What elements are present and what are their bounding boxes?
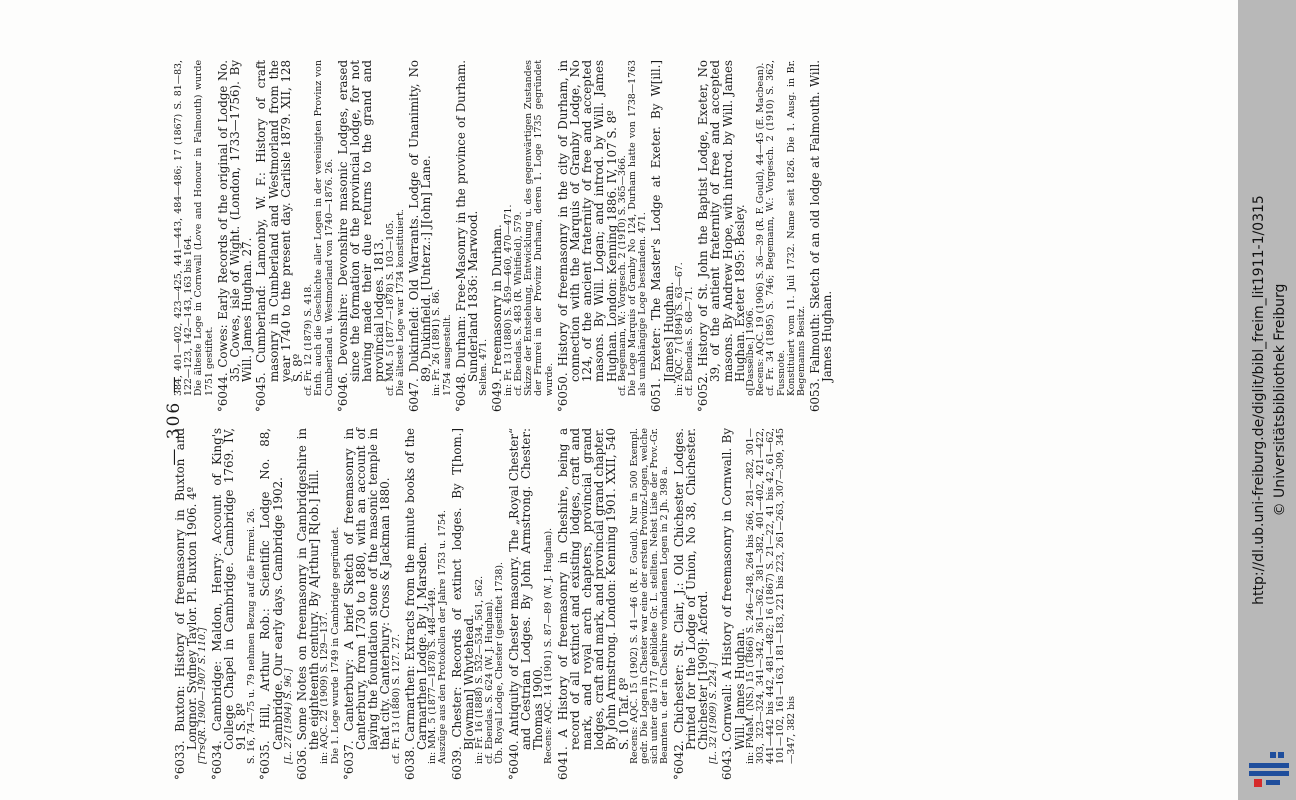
entry-note: in: Fr. 13 (1880) S. 459—460, 470—471. — [502, 204, 514, 396]
entry-title: 6039. Chester: Records of extinct lodges. By T[hom.] B[owman] Whytehead. — [449, 428, 476, 780]
entry-title: 6043. Cornwall: A History of freemasonry in Cornwall. By Will. James Hughan. — [720, 428, 747, 780]
entry-title: °6048. Durham: Free-Masonry in the province of Durham. Sunderland 1836: Marwood. — [453, 60, 481, 412]
bibliography-entry — [508, 428, 555, 780]
entry-note: cf. Ebendas. S. 68—71. — [683, 286, 695, 396]
source-url-link[interactable]: http://dl.ub.uni-freiburg.de/diglit/bibl_freim_lit1911-1/0315 — [1251, 195, 1267, 605]
bibliography-entry — [697, 60, 807, 412]
entry-title: 6053. Falmouth: Sketch of an old lodge at Falmouth. Will. James Hughan. — [808, 60, 835, 412]
bibliography-entry — [337, 60, 406, 412]
entry-title: °6046. Devonshire: Devonshire masonic Lodges, erased since the formation of the provincial lodge, for not having made their due returns to the grand and provincial lodges. 1813. — [335, 60, 387, 412]
bibliography-entry — [404, 428, 449, 780]
entry-note: cf. Fr. 34 (1895) S. 746; Begemann, W.: Vorgesch. 2 (1910) S. 362, Fussnote. — [765, 60, 787, 396]
entry-note: Auszüge aus den Protokollen der Jahre 1753 u. 1754. — [437, 510, 449, 764]
bibliography-entry — [650, 60, 695, 412]
entry-note: in: AQC. 7 (1894) S. 63—67. — [673, 262, 685, 396]
entry-note: [L. 27 (1904) S. 96.] — [282, 668, 294, 764]
entry-note: Die 1. Loge wurde 1749 in Cambridge gegründet. — [329, 526, 341, 764]
bibliography-entry — [451, 428, 506, 780]
bibliography-entry — [491, 60, 554, 412]
entry-note: Recens: AQC. 19 (1906) S. 36—39 (R. F. Gould), 44—45 (E. Macbean). — [755, 62, 767, 396]
bibliography-entry — [174, 428, 209, 780]
entry-note: Konstituiert vom 11. Juli 1732. Name seit 1826. Die 1. Ausg. in Br. Begemanns Besitz. — [785, 60, 807, 396]
entry-title: 6038. Carmarthen: Extracts from the minute books of the Carmarthen Lodge. By J. Marsden. — [402, 428, 430, 780]
entry-note: [L. 32 (1909) S. 224.] — [708, 662, 720, 764]
entry-title: °6035. Hill, Arthur Rob.: Scientific Lodge No. 88, Cambridge. Our early days. Cambridge 1902. — [258, 428, 285, 780]
entry-title: 6036. Some Notes on freemasonry in Cambridgeshire in the eighteenth century. By A[rthur] R[ob.] Hill. — [295, 428, 322, 780]
entry-note: in: Fr. 16 (1888) S. 532—534, 561, 562. — [474, 575, 486, 764]
entry-title: °6040. Antiquity of Chester masonry. The „Royal Chester“ and Cestrian Lodges. By John Armstrong. Chester: Thomas 1900. — [506, 428, 546, 780]
entry-title: °6042. Chichester: St. Clair, J.: Old Chichester Lodges. Printed for the Lodge of Union, No 38, Chichester. Chichester [1909]: Acford. — [671, 428, 710, 780]
bibliography-entry — [673, 428, 720, 780]
bibliography-entry — [343, 428, 402, 780]
entry-title: 6049. Freemasonry in Durham. — [490, 224, 505, 412]
rotated-text-block — [160, 50, 1160, 790]
entry-note: [TrsQR. 1900—1907 S. 110.] — [197, 627, 209, 764]
bibliography-entry — [557, 60, 649, 412]
entry-note: Die Loge Marquis of Granby No 124, Durham hatte von 1738—1763 als unabhängige Loge bestanden. 471. — [626, 60, 649, 396]
entry-note: in: MM. 5 (1877—1878) S. 448—449. — [427, 587, 439, 764]
entry-title: °6050. History of freemasonry in the city of Durham, in connection with the Marquis of Granby Lodge, No 124, of the ancient fraternity of free and accepted masons. By Will. Logan; and introd. by Will. James Hughan. London: Kenning 1886. IV, 107 S. 8º — [555, 60, 619, 412]
entry-title: °6034. Cambridge: Maldon, Henry: Account of King's College Chapel in Cambridge. Cambridge 1769. IV, 91 S. 8º — [209, 428, 249, 780]
entry-note: Recens: AQC. 15 (1902) S. 41—46 (R. F. Gould). Nur in 500 Exempl. gedr. Die Logen in Chester war eine der ersten Provinz-Logen, welche sich unter die 1717 gebildete Gr. L. stellten. Nebst Liste der Prov.-Gr. Beamten u. der in Cheshire vorhandenen Logen in 2 Jh. 398 a. — [628, 428, 671, 764]
entry-title: °6033. Buxton: History of freemasonry in Buxton and Longnor. Sydney Taylor. Pl. Buxton 1906. 4º — [173, 428, 200, 780]
entry-title: 6041. A History of freemasonry in Cheshire, being a record of all extinct and existing lodges, craft and mark, and royal arch chapters, provincial grand lodges, craft and mark, and provincial grand chapter. By John Armstrong. London: Kenning 1901. XXII, 540 S. 10 Taf. 8º — [555, 428, 631, 780]
entry-note: Die älteste Loge war 1734 konstituiert. — [394, 209, 406, 396]
entry-title: °6037. Canterbury: A brief Sketch of freemasonry in Canterbury, from 1730 to 1880, with an account of laying the foundation stone of the masonic temple in that city. Canterbury: Cross & Jackman 1880. — [341, 428, 393, 780]
ub-freiburg-logo-icon — [1246, 746, 1292, 792]
entry-note: cf. Ebendas. S. 624 (W. J. Hughan). — [484, 598, 496, 764]
entry-note: in: AQC. 22 (1909) S. 129—137. — [319, 612, 331, 764]
bibliography-entry — [296, 428, 341, 780]
bibliography-entry — [174, 60, 215, 412]
bibliography-entry — [259, 428, 294, 780]
right-column — [174, 60, 836, 412]
entry-note: Enth. auch die Geschichte aller Logen in der vereinigten Provinz von Cumberland u. Westmorland von 1740—1876. 26. — [313, 60, 335, 396]
bibliography-entry — [557, 428, 671, 780]
entry-note: Üb. Royal Lodge, Chester (gestiftet 1738). — [494, 562, 506, 764]
entry-note: o[Dasselbe.] 1906. — [744, 307, 756, 396]
bibliography-entry — [809, 60, 833, 412]
left-column — [174, 428, 799, 780]
bibliography-entry — [455, 60, 490, 412]
entry-note: 1754 ausgestellt. — [441, 314, 453, 396]
entry-note: cf. MM. 5 (1877—1878) S. 103—105. — [384, 219, 396, 396]
entry-title: 6051. Exeter: The Master's Lodge at Exeter. By W[ill.] J[ames] Hughan. — [649, 60, 676, 412]
bibliography-entry — [408, 60, 453, 412]
entry-note: in: FMaM. (NS.) 15 (1866) S. 246—248, 264 bis 266, 281—282, 301—303, 323—324, 341—342, 361—362, 381—382, 401—402, 421—422, 441—442 bis 442, 481—482; 16 (1867) S. 21—22, 41 bis 42, 61—62, 101—102, 161—163, 181—183, 221 bis 223, 261—263, 307—309, 345—347, 382 bis — [744, 428, 797, 764]
entry-note: cf. Fr. 13 (1880) S. 127. 27. — [390, 633, 402, 764]
entry-note: 384, 401—402, 423—425, 441—443, 484—486; 17 (1867) S. 81—83, 122—123, 142—143, 163 bis 164. — [173, 60, 195, 396]
entry-note: Skizze der Entstehung, Entwicklung u. des gegenwärtigen Zustandes der Frmrei in der Provinz Durham, deren 1. Loge 1735 gegründet wurde. — [523, 60, 555, 396]
copyright-notice: © Universitätsbibliothek Freiburg — [1272, 283, 1288, 517]
bibliography-entry — [217, 60, 254, 412]
entry-note: Die älteste Loge in Cornwall (Love and Honour in Falmouth) wurde 1751 gestiftet. — [193, 60, 215, 396]
entry-note: cf. Fr. 12 (1879) S. 418. — [303, 283, 315, 396]
bibliography-entry — [255, 60, 334, 412]
entry-note: cf. Begemann, W.: Vorgesch. 2 (1910) S. 365—366. — [616, 155, 628, 396]
entry-title: 6047. Dukinfield: Old Warrants. Lodge of Unanimity, No 89, Dukinfield. [Unterz.:] J[ohn] Lane. — [407, 60, 434, 412]
entry-note: in: Fr. 26 (1891) S. 86. — [431, 288, 443, 396]
entry-title: °6044. Cowes: Early Records of the original of Lodge No. 35, Cowes, isle of Wight. (London, 1733—1756). By Will. James Hughan. 27. — [215, 60, 255, 412]
entry-note: S. 16, 74—75 u. 79 nehmen Bezug auf die Frmrei. 26. — [246, 508, 258, 764]
bibliography-entry — [721, 428, 796, 780]
page-number: — 306 — — [164, 374, 184, 466]
bibliography-entry — [211, 428, 258, 780]
entry-title: °6052. History of St. John the Baptist Lodge, Exeter, No 39, of the antient fraternity of free and accepted masons. By Andrew Hope, with introd. by Will. James Hughan. Exeter 1895: Besley. — [696, 60, 747, 412]
entry-note: Selten. 471. — [478, 338, 490, 396]
entry-note: cf. Ebendas. S. 483 (R. Whitfield), 579. — [512, 211, 524, 396]
entry-title: °6045. Cumberland: Lamonby, W. F.: History of craft masonry in Cumberland and Westmorland from the year 1740 to the present day. Carlisle 1879. XII, 128 S. 8º — [254, 60, 306, 412]
entry-note: Recens: AQC. 14 (1901) S. 87—89 (W. J. Hughan). — [543, 527, 555, 764]
